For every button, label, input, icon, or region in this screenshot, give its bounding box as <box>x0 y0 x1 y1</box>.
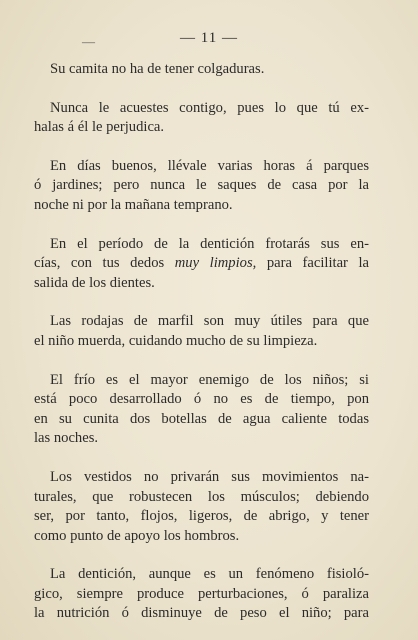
text-line-mixed <box>34 254 369 274</box>
text-line: en su cunita dos botellas de agua caliente todas <box>34 410 369 427</box>
stray-mark: — <box>82 34 95 49</box>
text-line: En el período de la dentición frotarás sus en- <box>50 235 369 252</box>
text-line: Las rodajas de marfil son muy útiles para que <box>50 313 369 330</box>
text-line: Nunca le acuestes contigo, pues lo que tú ex- <box>50 99 369 116</box>
text-line: El frío es el mayor enemigo de los niños; si <box>50 371 369 388</box>
text-line: salida de los dientes. <box>34 274 155 291</box>
italic-emphasis: muy limpios, <box>174 255 257 272</box>
paragraph-4 <box>34 235 369 294</box>
text-line: halas á él le perjudica. <box>34 119 165 136</box>
text-line: La dentición, aunque es un fenómeno fisioló- <box>50 566 369 583</box>
text-line: Su camita no ha de tener colgaduras. <box>50 61 265 77</box>
text-line: como punto de apoyo los hombros. <box>34 527 240 544</box>
text-segment: cías, con tus dedos <box>34 255 165 272</box>
text-line: En días buenos, llévale varias horas á parques <box>50 157 369 174</box>
text-line: Los vestidos no privarán sus movimientos na- <box>50 468 369 485</box>
body-text <box>34 60 369 640</box>
text-line: las noches. <box>34 430 99 447</box>
paragraph-5 <box>34 312 369 351</box>
text-line: el niño muerda, cuidando mucho de su limpieza. <box>34 332 318 349</box>
text-line: ó jardines; pero nunca le saques de casa por la <box>34 177 369 194</box>
paragraph-6 <box>34 371 369 449</box>
paragraph-3 <box>34 157 369 216</box>
text-line: gico, siempre produce perturbaciones, ó paraliza <box>34 585 369 602</box>
text-line: está poco desarrollado ó no es de tiempo, pon <box>34 391 369 408</box>
paragraph-7 <box>34 468 369 546</box>
text-line: ser, por tanto, flojos, ligeros, de abrigo, y tener <box>34 508 369 525</box>
paragraph-2 <box>34 99 369 138</box>
page-number: — 11 — <box>180 30 238 46</box>
paragraph-8 <box>34 565 369 624</box>
text-segment: para facilitar la <box>266 255 370 272</box>
text-line: noche ni por la mañana temprano. <box>34 196 233 213</box>
text-line: la nutrición ó disminuye de peso el niño; para <box>34 605 369 622</box>
paragraph-1 <box>34 60 369 80</box>
text-line: turales, que robustecen los músculos; debiendo <box>34 488 369 505</box>
